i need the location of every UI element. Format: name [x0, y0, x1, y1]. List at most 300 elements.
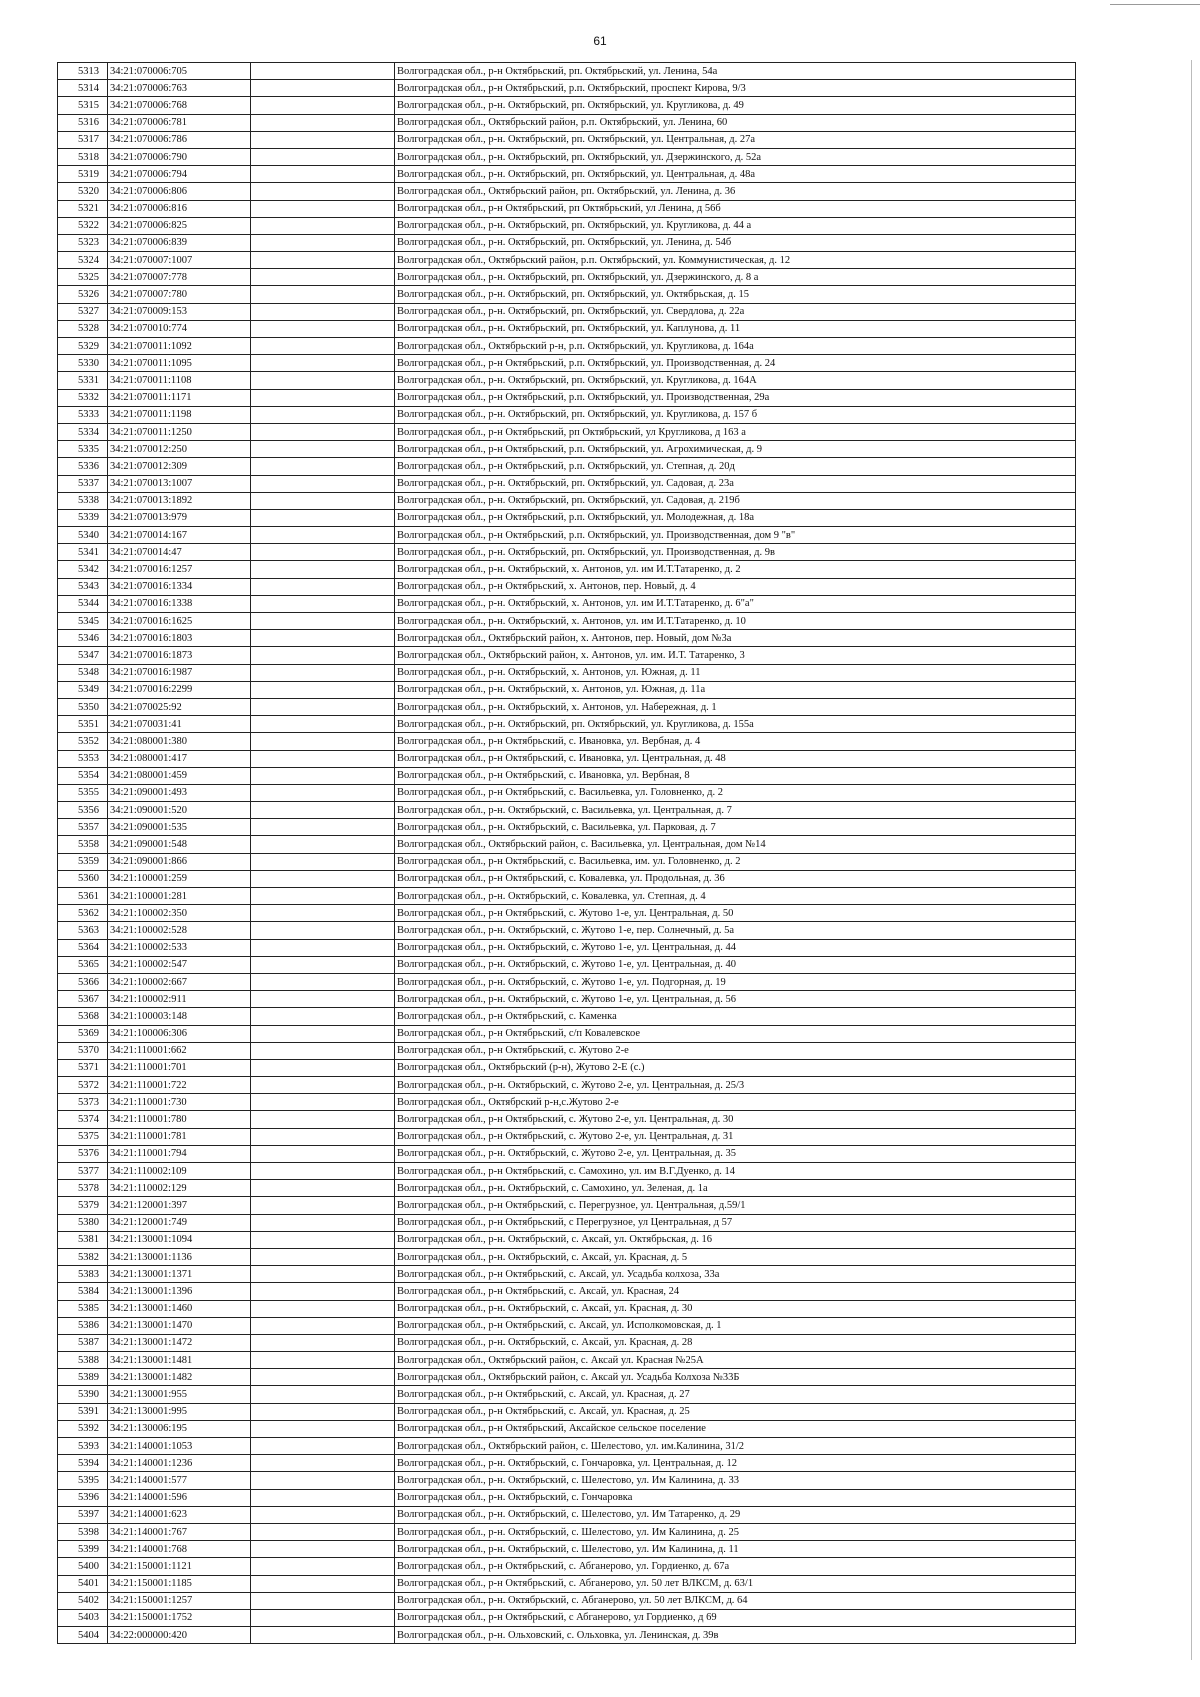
address: Волгоградская обл., р-н. Октябрьский, с. Шелестово, ул. Им Татаренко, д. 29 — [395, 1506, 1076, 1523]
table-row — [58, 80, 1076, 97]
table-row — [58, 905, 1076, 922]
empty-cell — [251, 1369, 395, 1386]
cadastral-number: 34:21:070016:1338 — [108, 595, 251, 612]
row-number: 5351 — [58, 716, 108, 733]
address: Волгоградская обл., р-н. Октябрьский, с. Шелестово, ул. Им Калинина, д. 11 — [395, 1541, 1076, 1558]
table-row — [58, 630, 1076, 647]
cadastral-number: 34:21:070014:47 — [108, 544, 251, 561]
address: Волгоградская обл., р-н. Октябрьский, рп. Октябрьский, ул. Садовая, д. 23а — [395, 475, 1076, 492]
table-row — [58, 63, 1076, 80]
table-row — [58, 1300, 1076, 1317]
empty-cell — [251, 1575, 395, 1592]
empty-cell — [251, 148, 395, 165]
cadastral-number: 34:21:100002:547 — [108, 956, 251, 973]
address: Волгоградская обл., р-н Октябрьский, рп. Октябрьский, ул. Ленина, 54а — [395, 63, 1076, 80]
cadastral-number: 34:21:070011:1095 — [108, 355, 251, 372]
cadastral-number: 34:21:120001:397 — [108, 1197, 251, 1214]
empty-cell — [251, 183, 395, 200]
empty-cell — [251, 836, 395, 853]
row-number: 5318 — [58, 148, 108, 165]
empty-cell — [251, 166, 395, 183]
address: Волгоградская обл., р-н. Октябрьский, с. Самохино, ул. Зеленая, д. 1а — [395, 1180, 1076, 1197]
row-number: 5379 — [58, 1197, 108, 1214]
row-number: 5373 — [58, 1094, 108, 1111]
scan-edge-mark — [1191, 60, 1192, 1660]
table-row — [58, 492, 1076, 509]
cadastral-number: 34:21:070011:1250 — [108, 423, 251, 440]
row-number: 5356 — [58, 802, 108, 819]
table-row — [58, 1163, 1076, 1180]
row-number: 5314 — [58, 80, 108, 97]
row-number: 5329 — [58, 338, 108, 355]
empty-cell — [251, 475, 395, 492]
table-row — [58, 1317, 1076, 1334]
address: Волгоградская обл., р-н. Октябрьский, с. Гончаровка — [395, 1489, 1076, 1506]
row-number: 5394 — [58, 1455, 108, 1472]
row-number: 5341 — [58, 544, 108, 561]
table-row — [58, 544, 1076, 561]
row-number: 5349 — [58, 681, 108, 698]
cadastral-number: 34:21:070016:1987 — [108, 664, 251, 681]
cadastral-number: 34:21:070006:806 — [108, 183, 251, 200]
row-number: 5333 — [58, 406, 108, 423]
cadastral-number: 34:21:070012:309 — [108, 458, 251, 475]
empty-cell — [251, 1558, 395, 1575]
address: Волгоградская обл., р-н. Октябрьский, с. Аксай, ул. Красная, д. 30 — [395, 1300, 1076, 1317]
address: Волгоградская обл., р-н. Октябрьский, х. Антонов, ул. им И.Т.Татаренко, д. 6"а" — [395, 595, 1076, 612]
address: Волгоградская обл., р-н Октябрьский, с. Ивановка, ул. Вербная, 8 — [395, 767, 1076, 784]
row-number: 5371 — [58, 1059, 108, 1076]
row-number: 5337 — [58, 475, 108, 492]
row-number: 5339 — [58, 509, 108, 526]
row-number: 5383 — [58, 1266, 108, 1283]
row-number: 5313 — [58, 63, 108, 80]
address: Волгоградская обл., р-н Октябрьский, с. Аксай, ул. Красная, д. 27 — [395, 1386, 1076, 1403]
empty-cell — [251, 681, 395, 698]
cadastral-number: 34:21:110001:701 — [108, 1059, 251, 1076]
row-number: 5338 — [58, 492, 108, 509]
address: Волгоградская обл., р-н. Октябрьский, х. Антонов, ул. им И.Т.Татаренко, д. 2 — [395, 561, 1076, 578]
address: Волгоградская обл., р-н Октябрьский, с. Жутово 1-е, ул. Центральная, д. 50 — [395, 905, 1076, 922]
empty-cell — [251, 1266, 395, 1283]
empty-cell — [251, 1352, 395, 1369]
address: Волгоградская обл., Октябрьский район, с. Аксай ул. Красная №25А — [395, 1352, 1076, 1369]
address: Волгоградская обл., р-н Октябрьский, с. Самохино, ул. им В.Г.Дуенко, д. 14 — [395, 1163, 1076, 1180]
empty-cell — [251, 1334, 395, 1351]
row-number: 5320 — [58, 183, 108, 200]
row-number: 5387 — [58, 1334, 108, 1351]
table-row — [58, 1077, 1076, 1094]
empty-cell — [251, 1420, 395, 1437]
row-number: 5363 — [58, 922, 108, 939]
cadastral-number: 34:21:130001:1136 — [108, 1248, 251, 1265]
cadastral-number: 34:21:070031:41 — [108, 716, 251, 733]
row-number: 5322 — [58, 217, 108, 234]
row-number: 5354 — [58, 767, 108, 784]
table-row — [58, 1609, 1076, 1626]
table-row — [58, 716, 1076, 733]
cadastral-number: 34:21:070011:1171 — [108, 389, 251, 406]
table-row — [58, 1455, 1076, 1472]
table-row — [58, 767, 1076, 784]
table-row — [58, 698, 1076, 715]
row-number: 5388 — [58, 1352, 108, 1369]
table-row — [58, 1420, 1076, 1437]
table-row — [58, 217, 1076, 234]
cadastral-number: 34:21:110002:129 — [108, 1180, 251, 1197]
address: Волгоградская обл., Октябрьский р-н, р.п. Октябрьский, ул. Кругликова, д. 164а — [395, 338, 1076, 355]
table-row — [58, 853, 1076, 870]
address: Волгоградская обл., р-н Октябрьский, р.п. Октябрьский, проспект Кирова, 9/3 — [395, 80, 1076, 97]
cadastral-number: 34:21:070011:1108 — [108, 372, 251, 389]
empty-cell — [251, 1506, 395, 1523]
cadastral-number: 34:21:130001:1472 — [108, 1334, 251, 1351]
row-number: 5390 — [58, 1386, 108, 1403]
address: Волгоградская обл., Октябрьский район, р.п. Октябрьский, ул. Ленина, 60 — [395, 114, 1076, 131]
row-number: 5398 — [58, 1523, 108, 1540]
cadastral-number: 34:21:100002:350 — [108, 905, 251, 922]
table-row — [58, 509, 1076, 526]
table-row — [58, 595, 1076, 612]
cadastral-number: 34:21:130001:1396 — [108, 1283, 251, 1300]
row-number: 5327 — [58, 303, 108, 320]
address: Волгоградская обл., р-н. Октябрьский, рп. Октябрьский, ул. Кругликова, д. 164А — [395, 372, 1076, 389]
empty-cell — [251, 80, 395, 97]
row-number: 5385 — [58, 1300, 108, 1317]
table-row — [58, 1369, 1076, 1386]
empty-cell — [251, 527, 395, 544]
row-number: 5393 — [58, 1438, 108, 1455]
address: Волгоградская обл., р-н Октябрьский, р.п. Октябрьский, ул. Производственная, 29а — [395, 389, 1076, 406]
cadastral-number: 34:21:070006:786 — [108, 131, 251, 148]
empty-cell — [251, 1489, 395, 1506]
cadastral-number: 34:21:110001:794 — [108, 1145, 251, 1162]
empty-cell — [251, 595, 395, 612]
table-row — [58, 784, 1076, 801]
cadastral-number: 34:21:130001:1460 — [108, 1300, 251, 1317]
row-number: 5335 — [58, 441, 108, 458]
row-number: 5326 — [58, 286, 108, 303]
cadastral-number: 34:21:110001:730 — [108, 1094, 251, 1111]
table-row — [58, 1592, 1076, 1609]
row-number: 5324 — [58, 252, 108, 269]
table-row — [58, 1094, 1076, 1111]
empty-cell — [251, 1145, 395, 1162]
cadastral-number: 34:21:100002:528 — [108, 922, 251, 939]
address: Волгоградская обл., р-н Октябрьский, с. Ивановка, ул. Центральная, д. 48 — [395, 750, 1076, 767]
empty-cell — [251, 853, 395, 870]
table-row — [58, 1506, 1076, 1523]
cadastral-number: 34:21:130001:1094 — [108, 1231, 251, 1248]
row-number: 5347 — [58, 647, 108, 664]
empty-cell — [251, 1248, 395, 1265]
empty-cell — [251, 200, 395, 217]
table-row — [58, 1283, 1076, 1300]
address: Волгоградская обл., р-н. Октябрьский, с. Аксай, ул. Октябрьская, д. 16 — [395, 1231, 1076, 1248]
empty-cell — [251, 320, 395, 337]
empty-cell — [251, 939, 395, 956]
scan-edge-line — [1110, 4, 1200, 5]
empty-cell — [251, 647, 395, 664]
cadastral-number: 34:21:150001:1752 — [108, 1609, 251, 1626]
address: Волгоградская обл., Октябрьский район, рп. Октябрьский, ул. Ленина, д. 36 — [395, 183, 1076, 200]
address: Волгоградская обл., р-н. Октябрьский, рп. Октябрьский, ул. Дзержинского, д. 8 а — [395, 269, 1076, 286]
table-row — [58, 939, 1076, 956]
address: Волгоградская обл., Октябрьский район, с. Аксай ул. Усадьба Колхоза №33Б — [395, 1369, 1076, 1386]
address: Волгоградская обл., р-н. Октябрьский, рп. Октябрьский, ул. Кругликова, д. 49 — [395, 97, 1076, 114]
table-row — [58, 269, 1076, 286]
cadastral-number: 34:21:110001:781 — [108, 1128, 251, 1145]
row-number: 5376 — [58, 1145, 108, 1162]
empty-cell — [251, 1059, 395, 1076]
table-row — [58, 1231, 1076, 1248]
row-number: 5331 — [58, 372, 108, 389]
cadastral-number: 34:21:110002:109 — [108, 1163, 251, 1180]
address: Волгоградская обл., р-н. Октябрьский, рп. Октябрьский, ул. Кругликова, д. 157 б — [395, 406, 1076, 423]
address: Волгоградская обл., р-н Октябрьский, с. Ивановка, ул. Вербная, д. 4 — [395, 733, 1076, 750]
cadastral-number: 34:21:090001:520 — [108, 802, 251, 819]
address: Волгоградская обл., р-н Октябрьский, р.п. Октябрьский, ул. Агрохимическая, д. 9 — [395, 441, 1076, 458]
address: Волгоградская обл., р-н Октябрьский, р.п. Октябрьский, ул. Молодежная, д. 18а — [395, 509, 1076, 526]
empty-cell — [251, 1111, 395, 1128]
empty-cell — [251, 750, 395, 767]
table-row — [58, 355, 1076, 372]
row-number: 5365 — [58, 956, 108, 973]
cadastral-number: 34:21:100002:667 — [108, 973, 251, 990]
cadastral-number: 34:21:100006:306 — [108, 1025, 251, 1042]
row-number: 5336 — [58, 458, 108, 475]
row-number: 5404 — [58, 1627, 108, 1644]
address: Волгоградская обл., р-н. Октябрьский, с. Аксай, ул. Красная, д. 5 — [395, 1248, 1076, 1265]
table-row — [58, 1334, 1076, 1351]
row-number: 5319 — [58, 166, 108, 183]
address: Волгоградская обл., р-н Октябрьский, с. Аксай, ул. Красная, 24 — [395, 1283, 1076, 1300]
empty-cell — [251, 1094, 395, 1111]
address: Волгоградская обл., р-н. Октябрьский, с. Жутово 1-е, ул. Центральная, д. 56 — [395, 991, 1076, 1008]
cadastral-number: 34:21:100002:533 — [108, 939, 251, 956]
cadastral-number: 34:21:140001:1236 — [108, 1455, 251, 1472]
address: Волгоградская обл., р-н. Октябрьский, рп. Октябрьский, ул. Октябрьская, д. 15 — [395, 286, 1076, 303]
row-number: 5399 — [58, 1541, 108, 1558]
cadastral-number: 34:21:120001:749 — [108, 1214, 251, 1231]
records-table — [57, 62, 1076, 1644]
address: Волгоградская обл., р-н. Октябрьский, с. Жутово 1-е, пер. Солнечный, д. 5а — [395, 922, 1076, 939]
address: Волгоградская обл., р-н. Октябрьский, с. Гончаровка, ул. Центральная, д. 12 — [395, 1455, 1076, 1472]
cadastral-number: 34:21:140001:596 — [108, 1489, 251, 1506]
row-number: 5368 — [58, 1008, 108, 1025]
row-number: 5352 — [58, 733, 108, 750]
empty-cell — [251, 269, 395, 286]
empty-cell — [251, 406, 395, 423]
row-number: 5348 — [58, 664, 108, 681]
address: Волгоградская обл., р-н Октябрьский, с. Перегрузное, ул. Центральная, д.59/1 — [395, 1197, 1076, 1214]
table-row — [58, 647, 1076, 664]
empty-cell — [251, 698, 395, 715]
row-number: 5340 — [58, 527, 108, 544]
cadastral-number: 34:21:140001:623 — [108, 1506, 251, 1523]
address: Волгоградская обл., р-н. Октябрьский, рп. Октябрьский, ул. Дзержинского, д. 52а — [395, 148, 1076, 165]
address: Волгоградская обл., р-н Октябрьский, рп Октябрьский, ул Ленина, д 56б — [395, 200, 1076, 217]
row-number: 5330 — [58, 355, 108, 372]
row-number: 5332 — [58, 389, 108, 406]
table-row — [58, 1403, 1076, 1420]
address: Волгоградская обл., р-н. Ольховский, с. Ольховка, ул. Ленинская, д. 39в — [395, 1627, 1076, 1644]
table-row — [58, 1059, 1076, 1076]
table-row — [58, 97, 1076, 114]
address: Волгоградская обл., р-н Октябрьский, с. Жутово 2-е, ул. Центральная, д. 31 — [395, 1128, 1076, 1145]
address: Волгоградская обл., р-н. Октябрьский, с. Жутово 1-е, ул. Центральная, д. 40 — [395, 956, 1076, 973]
empty-cell — [251, 97, 395, 114]
table-row — [58, 733, 1076, 750]
row-number: 5374 — [58, 1111, 108, 1128]
table-row — [58, 973, 1076, 990]
empty-cell — [251, 355, 395, 372]
table-row — [58, 252, 1076, 269]
cadastral-number: 34:21:070006:790 — [108, 148, 251, 165]
cadastral-number: 34:21:070007:778 — [108, 269, 251, 286]
table-row — [58, 1489, 1076, 1506]
empty-cell — [251, 131, 395, 148]
address: Волгоградская обл., р-н Октябрьский, с Абганерово, ул Гордиенко, д 69 — [395, 1609, 1076, 1626]
address: Волгоградская обл., р-н Октябрьский, р.п. Октябрьский, ул. Производственная, дом 9 "в" — [395, 527, 1076, 544]
empty-cell — [251, 1231, 395, 1248]
row-number: 5362 — [58, 905, 108, 922]
address: Волгоградская обл., р-н Октябрьский, с. Аксай, ул. Исполкомовская, д. 1 — [395, 1317, 1076, 1334]
empty-cell — [251, 991, 395, 1008]
table-row — [58, 234, 1076, 251]
empty-cell — [251, 905, 395, 922]
cadastral-number: 34:21:070016:2299 — [108, 681, 251, 698]
row-number: 5345 — [58, 613, 108, 630]
table-row — [58, 1145, 1076, 1162]
empty-cell — [251, 1627, 395, 1644]
empty-cell — [251, 664, 395, 681]
table-row — [58, 1111, 1076, 1128]
table-row — [58, 1627, 1076, 1644]
table-row — [58, 1386, 1076, 1403]
empty-cell — [251, 1197, 395, 1214]
address: Волгоградская обл., р-н. Октябрьский, х. Антонов, ул. им И.Т.Татаренко, д. 10 — [395, 613, 1076, 630]
empty-cell — [251, 1386, 395, 1403]
cadastral-number: 34:21:070025:92 — [108, 698, 251, 715]
address: Волгоградская обл., р-н. Октябрьский, рп. Октябрьский, ул. Центральная, д. 48а — [395, 166, 1076, 183]
cadastral-number: 34:21:070013:1007 — [108, 475, 251, 492]
address: Волгоградская обл., р-н Октябрьский, Аксайское сельское поселение — [395, 1420, 1076, 1437]
empty-cell — [251, 441, 395, 458]
table-row — [58, 613, 1076, 630]
table-row — [58, 166, 1076, 183]
empty-cell — [251, 63, 395, 80]
address: Волгоградская обл., р-н. Октябрьский, рп. Октябрьский, ул. Производственная, д. 9в — [395, 544, 1076, 561]
empty-cell — [251, 630, 395, 647]
table-row — [58, 200, 1076, 217]
row-number: 5375 — [58, 1128, 108, 1145]
row-number: 5358 — [58, 836, 108, 853]
page-number: 61 — [593, 34, 607, 48]
table-row — [58, 750, 1076, 767]
empty-cell — [251, 217, 395, 234]
table-row — [58, 1438, 1076, 1455]
cadastral-number: 34:21:100003:148 — [108, 1008, 251, 1025]
row-number: 5346 — [58, 630, 108, 647]
row-number: 5350 — [58, 698, 108, 715]
table-row — [58, 1248, 1076, 1265]
table-row — [58, 1541, 1076, 1558]
address: Волгоградская обл., Октябрьский район, с. Васильевка, ул. Центральная, дом №14 — [395, 836, 1076, 853]
cadastral-number: 34:21:070016:1257 — [108, 561, 251, 578]
cadastral-number: 34:21:100001:259 — [108, 870, 251, 887]
table-row — [58, 1214, 1076, 1231]
address: Волгоградская обл., р-н Октябрьский, х. Антонов, пер. Новый, д. 4 — [395, 578, 1076, 595]
row-number: 5391 — [58, 1403, 108, 1420]
empty-cell — [251, 1163, 395, 1180]
address: Волгоградская обл., р-н Октябрьский, рп Октябрьский, ул Кругликова, д 163 а — [395, 423, 1076, 440]
table-row — [58, 183, 1076, 200]
table-row — [58, 956, 1076, 973]
empty-cell — [251, 1025, 395, 1042]
table-row — [58, 561, 1076, 578]
table-row — [58, 1575, 1076, 1592]
empty-cell — [251, 1214, 395, 1231]
table-row — [58, 527, 1076, 544]
table-row — [58, 441, 1076, 458]
table-row — [58, 1558, 1076, 1575]
row-number: 5392 — [58, 1420, 108, 1437]
table-row — [58, 406, 1076, 423]
cadastral-number: 34:21:070013:979 — [108, 509, 251, 526]
address: Волгоградская обл., р-н. Октябрьский, х. Антонов, ул. Южная, д. 11 — [395, 664, 1076, 681]
cadastral-number: 34:21:070011:1092 — [108, 338, 251, 355]
empty-cell — [251, 716, 395, 733]
empty-cell — [251, 372, 395, 389]
address: Волгоградская обл., р-н. Октябрьский, с. Жутово 1-е, ул. Центральная, д. 44 — [395, 939, 1076, 956]
cadastral-number: 34:21:090001:548 — [108, 836, 251, 853]
cadastral-number: 34:21:070014:167 — [108, 527, 251, 544]
row-number: 5353 — [58, 750, 108, 767]
address: Волгоградская обл., р-н Октябрьский, с. Жутово 2-е, ул. Центральная, д. 30 — [395, 1111, 1076, 1128]
empty-cell — [251, 613, 395, 630]
address: Волгоградская обл., р-н. Октябрьский, с. Аксай, ул. Красная, д. 28 — [395, 1334, 1076, 1351]
address: Волгоградская обл., р-н Октябрьский, с. Аксай, ул. Усадьба колхоза, 33а — [395, 1266, 1076, 1283]
empty-cell — [251, 423, 395, 440]
row-number: 5369 — [58, 1025, 108, 1042]
table-row — [58, 1523, 1076, 1540]
cadastral-number: 34:21:130001:1371 — [108, 1266, 251, 1283]
row-number: 5402 — [58, 1592, 108, 1609]
row-number: 5315 — [58, 97, 108, 114]
table-row — [58, 922, 1076, 939]
empty-cell — [251, 1317, 395, 1334]
row-number: 5386 — [58, 1317, 108, 1334]
row-number: 5380 — [58, 1214, 108, 1231]
empty-cell — [251, 544, 395, 561]
row-number: 5395 — [58, 1472, 108, 1489]
cadastral-number: 34:21:070006:763 — [108, 80, 251, 97]
table-row — [58, 1197, 1076, 1214]
empty-cell — [251, 1472, 395, 1489]
row-number: 5397 — [58, 1506, 108, 1523]
empty-cell — [251, 1403, 395, 1420]
cadastral-number: 34:21:070006:816 — [108, 200, 251, 217]
empty-cell — [251, 767, 395, 784]
cadastral-number: 34:21:130001:995 — [108, 1403, 251, 1420]
address: Волгоградская обл., р-н Октябрьский, с. Ковалевка, ул. Продольная, д. 36 — [395, 870, 1076, 887]
row-number: 5400 — [58, 1558, 108, 1575]
table-row — [58, 870, 1076, 887]
cadastral-number: 34:21:070007:1007 — [108, 252, 251, 269]
row-number: 5321 — [58, 200, 108, 217]
cadastral-number: 34:21:100002:911 — [108, 991, 251, 1008]
